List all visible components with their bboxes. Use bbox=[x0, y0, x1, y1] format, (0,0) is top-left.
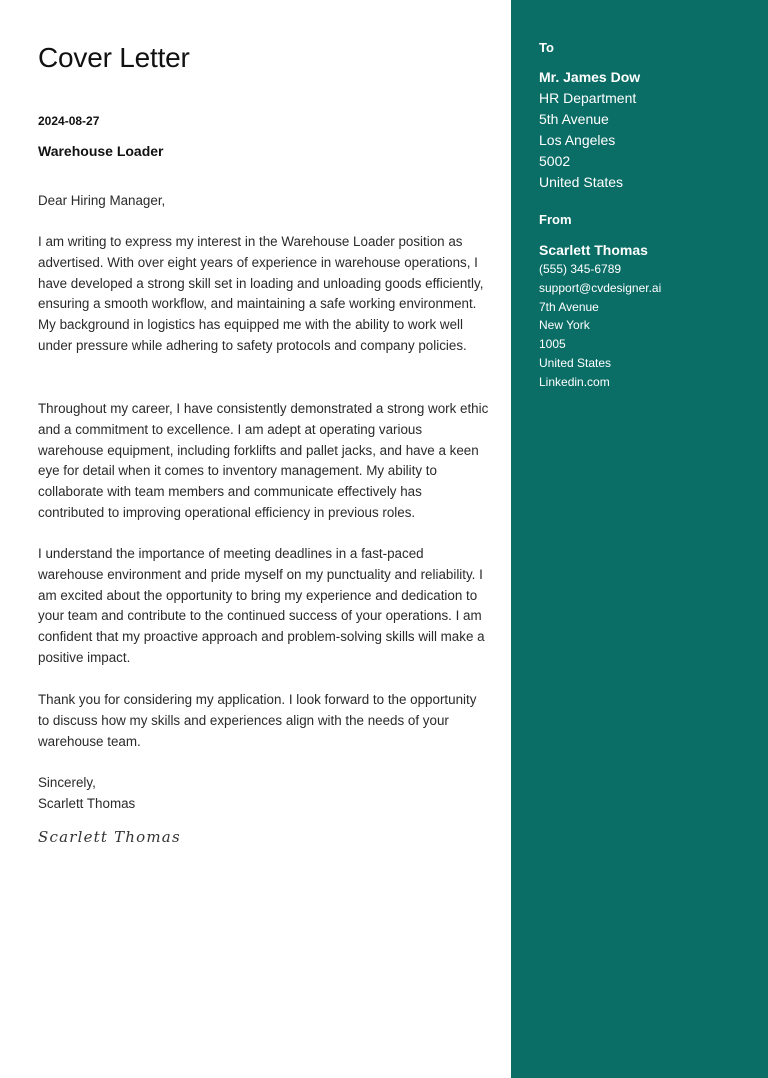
sender-name: Scarlett Thomas bbox=[539, 242, 648, 258]
page-title: Cover Letter bbox=[38, 42, 190, 73]
recipient-city: Los Angeles bbox=[539, 132, 616, 148]
closing: Sincerely, bbox=[38, 775, 96, 790]
recipient-name: Mr. James Dow bbox=[539, 69, 641, 85]
to-heading: To bbox=[539, 40, 554, 55]
signature: Scarlett Thomas bbox=[38, 828, 181, 846]
signoff-name: Scarlett Thomas bbox=[38, 796, 136, 811]
paragraph-4: Thank you for considering my application. I look forward to the opportunity to discuss how my skills and experiences align with the needs of your warehouse team. bbox=[38, 692, 477, 749]
greeting: Dear Hiring Manager, bbox=[38, 193, 166, 208]
recipient-address bbox=[539, 88, 636, 193]
paragraph-1: I am writing to express my interest in the Warehouse Loader position as advertised. With over eight years of experience in warehouse operations, I have developed a strong skill set in loading and unloading goods efficiently, ensuring a smooth workflow, and maintaining a safe working environment. My background in logistics has equipped me with the ability to work well under pressure while adhering to safety protocols and company policies. bbox=[38, 234, 484, 353]
recipient-country: United States bbox=[539, 174, 624, 190]
sender-street: 7th Avenue bbox=[539, 299, 599, 314]
sender-city: New York bbox=[539, 318, 590, 333]
sender-email[interactable]: support@cvdesigner.ai bbox=[539, 280, 662, 295]
letter-date: 2024-08-27 bbox=[38, 114, 100, 128]
sender-country: United States bbox=[539, 355, 612, 370]
paragraph-2: Throughout my career, I have consistently demonstrated a strong work ethic and a commitment to excellence. I am adept at operating various warehouse equipment, including forklifts and pallet jacks, and have a keen eye for detail when it comes to inventory management. My ability to collaborate with team members and communicate effectively has contributed to improving operational efficiency in previous roles. bbox=[38, 401, 489, 520]
recipient-postal-code: 5002 bbox=[539, 153, 571, 169]
recipient-street: 5th Avenue bbox=[539, 111, 609, 127]
sender-contact bbox=[539, 260, 661, 392]
sender-linkedin-link[interactable]: Linkedin.com bbox=[539, 374, 610, 389]
job-position: Warehouse Loader bbox=[38, 143, 164, 159]
paragraph-3: I understand the importance of meeting deadlines in a fast-paced warehouse environment and pride myself on my punctuality and reliability. I am excited about the opportunity to bring my experience and dedication to your team and contribute to the continued success of your operations. I am confident that my proactive approach and problem-solving skills will make a positive impact. bbox=[38, 546, 485, 665]
from-heading: From bbox=[539, 212, 572, 227]
recipient-department: HR Department bbox=[539, 90, 637, 106]
sender-phone[interactable]: (555) 345-6789 bbox=[539, 262, 622, 276]
contact-sidebar bbox=[511, 0, 768, 1078]
sender-postal-code: 1005 bbox=[539, 337, 566, 352]
